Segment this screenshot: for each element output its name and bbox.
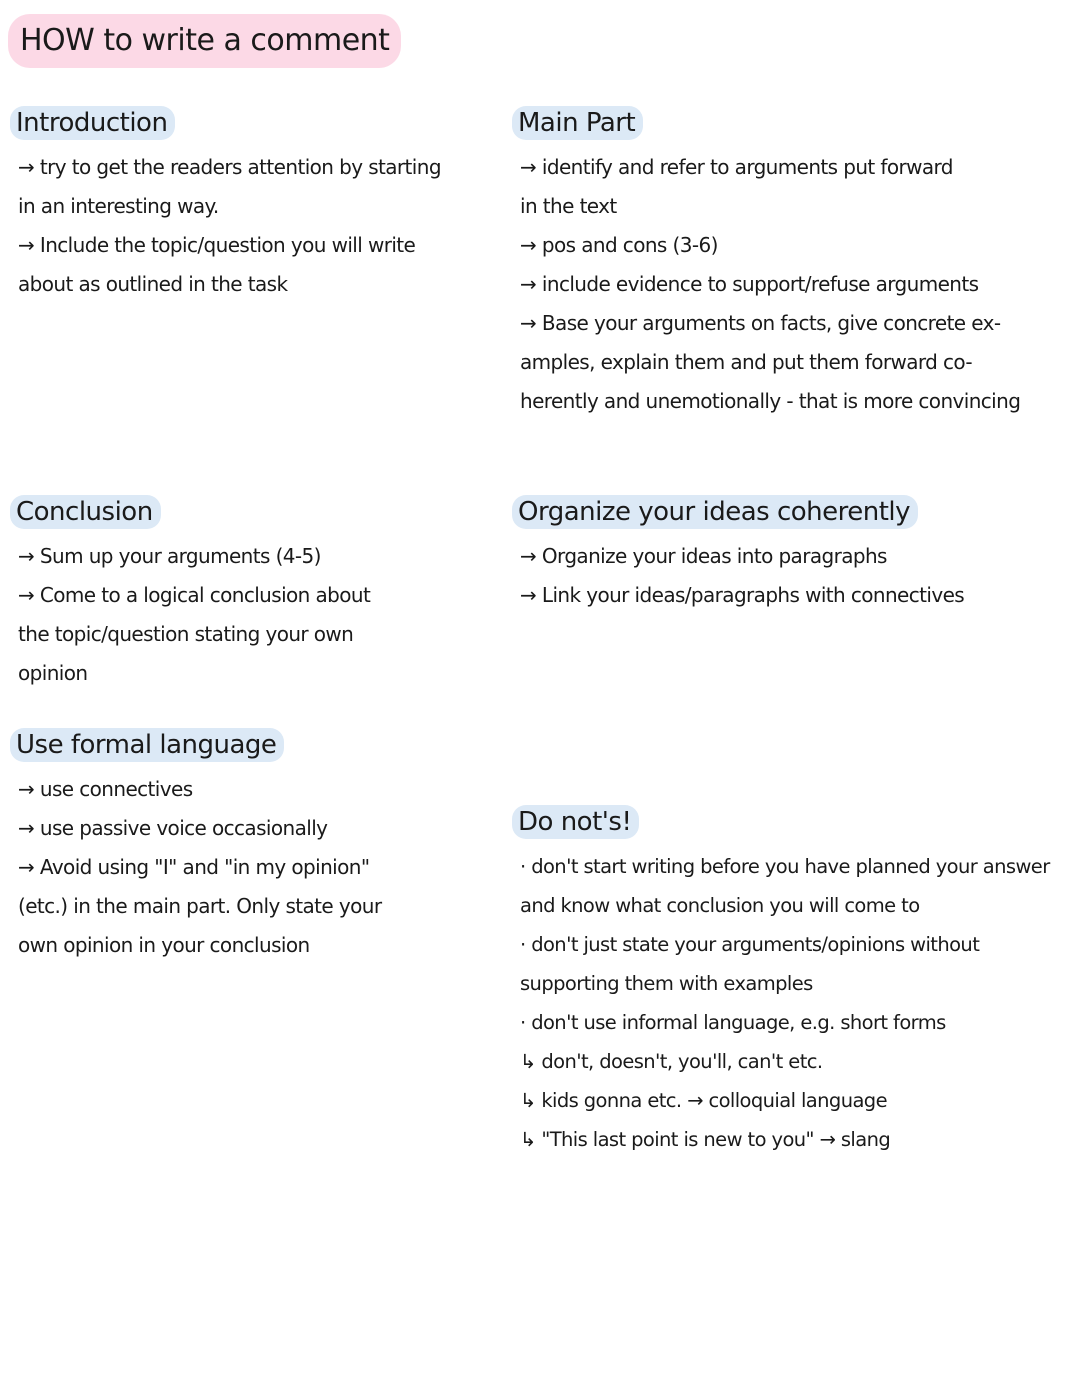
note-line: amples, explain them and put them forward co- [520, 350, 973, 374]
section-conclusion [10, 495, 370, 693]
page-title: HOW to write a comment [8, 14, 401, 68]
note-line: opinion [18, 661, 88, 685]
section-introduction [10, 106, 441, 304]
note-line: ↳ "This last point is new to you" → slang [520, 1128, 891, 1151]
note-line: supporting them with examples [520, 972, 813, 995]
section-heading-organize: Organize your ideas coherently [512, 495, 918, 529]
section-heading-main-part: Main Part [512, 106, 643, 140]
note-line: ↳ kids gonna etc. → colloquial language [520, 1089, 887, 1112]
note-line: → try to get the readers attention by starting [18, 155, 441, 179]
note-line: in the text [520, 194, 617, 218]
note-line: and know what conclusion you will come to [520, 894, 920, 917]
note-line: → Link your ideas/paragraphs with connectives [520, 583, 965, 607]
note-line: → Include the topic/question you will write [18, 233, 416, 257]
note-line: herently and unemotionally - that is more convincing [520, 389, 1021, 413]
note-line: → Base your arguments on facts, give concrete ex- [520, 311, 1001, 335]
note-line: → Organize your ideas into paragraphs [520, 544, 887, 568]
note-line: · don't start writing before you have planned your answer [520, 855, 1050, 878]
section-heading-conclusion: Conclusion [10, 495, 161, 529]
section-organize [512, 495, 964, 615]
note-line: · don't use informal language, e.g. short forms [520, 1011, 946, 1034]
note-line: → use connectives [18, 777, 193, 801]
note-line: → Come to a logical conclusion about [18, 583, 371, 607]
note-line: → Avoid using "I" and "in my opinion" [18, 855, 370, 879]
note-line: ↳ don't, doesn't, you'll, can't etc. [520, 1050, 823, 1073]
section-heading-donts: Do not's! [512, 805, 639, 839]
section-heading-formal-language: Use formal language [10, 728, 284, 762]
note-line: the topic/question stating your own [18, 622, 354, 646]
note-line: in an interesting way. [18, 194, 219, 218]
section-heading-introduction: Introduction [10, 106, 175, 140]
note-line: about as outlined in the task [18, 272, 288, 296]
note-line: → Sum up your arguments (4-5) [18, 544, 321, 568]
section-main-part [512, 106, 1020, 421]
section-donts [512, 805, 1050, 1159]
note-line: → identify and refer to arguments put forward [520, 155, 953, 179]
note-line: own opinion in your conclusion [18, 933, 310, 957]
note-line: → include evidence to support/refuse arguments [520, 272, 979, 296]
note-line: · don't just state your arguments/opinions without [520, 933, 980, 956]
note-line: → use passive voice occasionally [18, 816, 328, 840]
section-formal-language [10, 728, 381, 965]
note-line: (etc.) in the main part. Only state your [18, 894, 382, 918]
note-line: → pos and cons (3-6) [520, 233, 718, 257]
